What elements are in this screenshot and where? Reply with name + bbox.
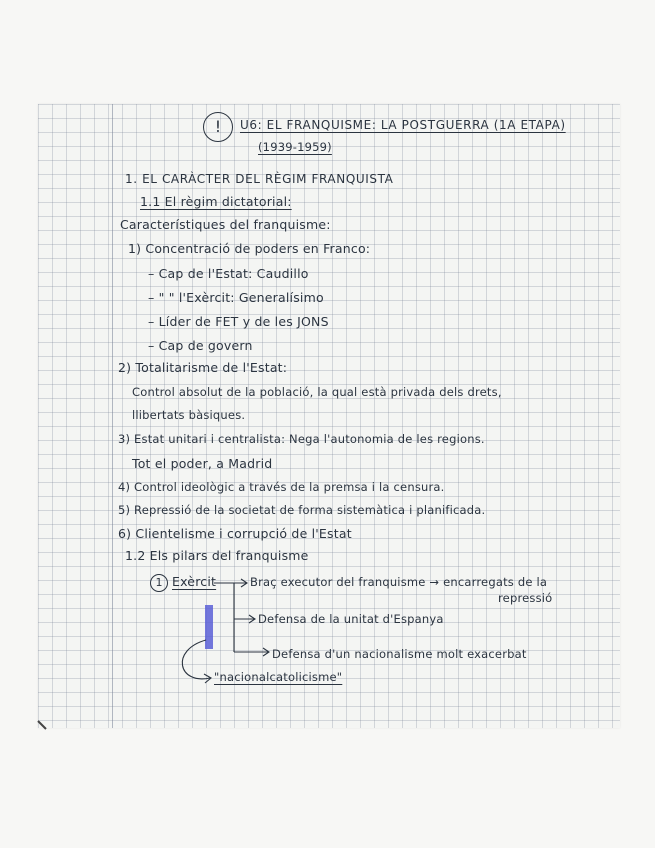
point-2: 2) Totalitarisme de l'Estat:	[118, 360, 288, 375]
point-1-b: – " " l'Exèrcit: Generalísimo	[148, 290, 324, 305]
warning-icon: !	[203, 112, 233, 142]
point-2-text: Control absolut de la població, la qual està privada dels drets,	[132, 385, 502, 399]
point-3-text: Tot el poder, a Madrid	[132, 456, 273, 471]
point-1-c: – Líder de FET y de les JONS	[148, 314, 329, 329]
section2-title: 1.2 Els pilars del franquisme	[125, 548, 309, 563]
branch-1: Braç executor del franquisme → encarregats de la	[250, 575, 548, 589]
pillar-number-badge: 1	[150, 574, 168, 592]
point-5: 5) Repressió de la societat de forma sistemàtica i planificada.	[118, 503, 486, 517]
point-6: 6) Clientelisme i corrupció de l'Estat	[118, 526, 352, 541]
pen-mark	[38, 721, 46, 729]
section1-intro: Característiques del franquisme:	[120, 217, 331, 232]
point-2-text-cont: llibertats bàsiques.	[132, 408, 246, 422]
branch-2: Defensa de la unitat d'Espanya	[258, 612, 444, 626]
section1-title: 1. EL CARÀCTER DEL RÈGIM FRANQUISTA	[125, 172, 394, 186]
page-title: U6: EL FRANQUISME: LA POSTGUERRA (1A ETAPA)	[240, 118, 566, 132]
pillar-label: Exèrcit	[172, 574, 217, 589]
point-1-d: – Cap de govern	[148, 338, 253, 353]
branch-1-cont: repressió	[498, 591, 553, 605]
point-4: 4) Control ideològic a través de la premsa i la censura.	[118, 480, 445, 494]
section1-subtitle: 1.1 El règim dictatorial:	[140, 194, 292, 209]
point-1-a: – Cap de l'Estat: Caudillo	[148, 266, 309, 281]
branch-3: Defensa d'un nacionalisme molt exacerbat	[272, 647, 527, 661]
point-1: 1) Concentració de poders en Franco:	[128, 241, 371, 256]
quote-nacionalcatolicisme: "nacionalcatolicisme"	[214, 670, 343, 684]
title-dates: (1939-1959)	[258, 140, 332, 154]
point-3: 3) Estat unitari i centralista: Nega l'autonomia de les regions.	[118, 432, 485, 446]
curved-arrow-to-quote	[182, 640, 210, 679]
